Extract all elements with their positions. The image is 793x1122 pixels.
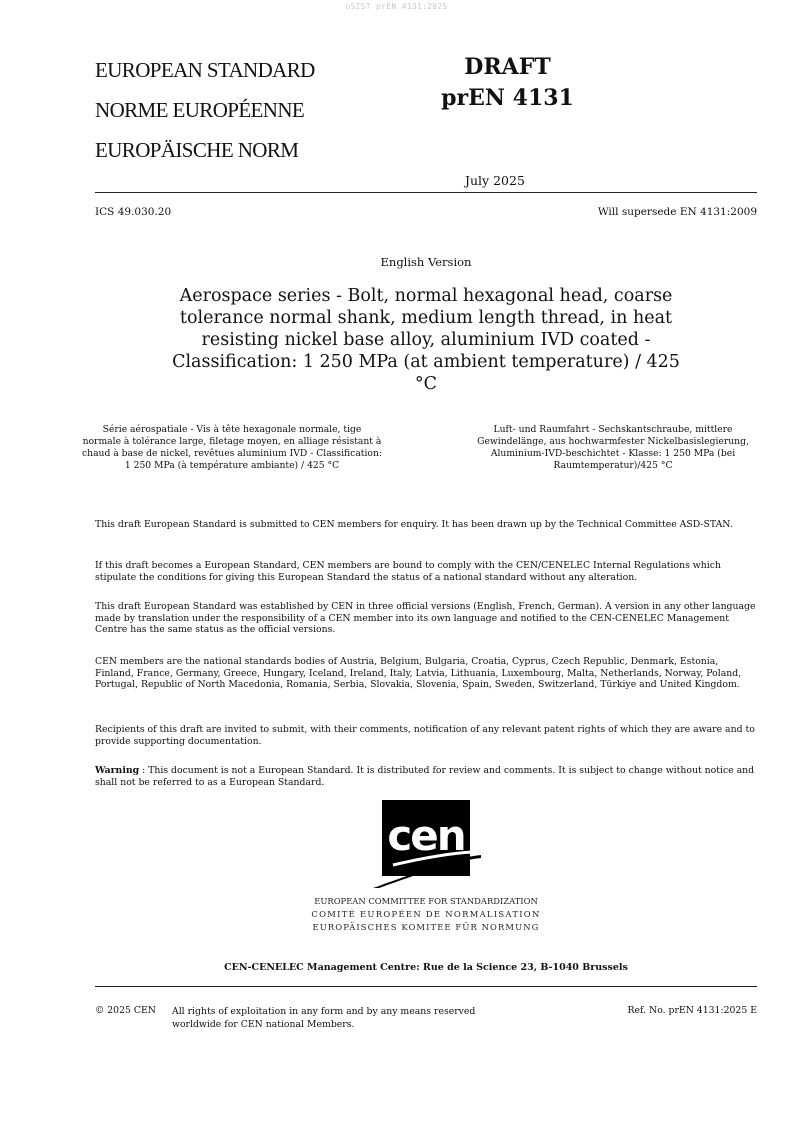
- rights-notice: All rights of exploitation in any form and by any means reserved worldwide for CEN national Members.: [172, 1006, 476, 1030]
- standard-name-fr: NORME EUROPÉENNE: [95, 98, 305, 122]
- standard-name-de: EUROPÄISCHE NORM: [95, 138, 299, 162]
- cen-logo: [373, 800, 483, 888]
- title-german: Luft- und Raumfahrt - Sechskantschraube, mittlere Gewindelänge, aus hochwarmfester Nickelbasislegierung, Aluminium-IVD-beschichtet - Klasse: 1 250 MPa (bei Raumtemperatur)/425 °C: [477, 424, 749, 471]
- warning-label: Warning: [95, 765, 140, 776]
- standard-names: [95, 56, 315, 176]
- committee-de: EUROPÄISCHES KOMITEE FÜR NORMUNG: [312, 922, 540, 932]
- draft-label: DRAFT: [464, 54, 551, 80]
- committee-en: EUROPEAN COMMITTEE FOR STANDARDIZATION: [314, 896, 538, 906]
- warning-text: : This document is not a European Standard. It is distributed for review and comments. It is subject to change without notice and shall not be referred to as a European Standard.: [95, 765, 755, 788]
- title-french: Série aérospatiale - Vis à tête hexagonale normale, tige normale à tolérance large, filetage moyen, en alliage résistant à chaud à base de nickel, revêtues aluminium IVD - Classification: 1 250 MPa (à température ambiante) / 425 °C: [82, 424, 382, 471]
- management-centre: CEN-CENELEC Management Centre: Rue de la Science 23, B-1040 Brussels: [224, 962, 628, 973]
- cen-logo-text: cen: [387, 811, 465, 860]
- paragraph-enquiry: This draft European Standard is submitted to CEN members for enquiry. It has been drawn up by the Technical Committee ASD-STAN.: [95, 519, 733, 530]
- language-version: English Version: [380, 255, 472, 269]
- paragraph-versions: This draft European Standard was established by CEN in three official versions (English, French, German). A version in any other language made by translation under the responsibility of a CEN member into its own language and notified to the CEN-CENELEC Management Centre has the same status as the official versions.: [95, 601, 756, 635]
- header-rule: [95, 192, 757, 193]
- footer-rule: [95, 986, 757, 987]
- draft-block: [420, 52, 595, 114]
- supersedes-note: Will supersede EN 4131:2009: [597, 206, 757, 218]
- ics-code: ICS 49.030.20: [95, 206, 172, 218]
- publication-date: July 2025: [465, 173, 525, 188]
- paragraph-members: CEN members are the national standards bodies of Austria, Belgium, Bulgaria, Croatia, Cyprus, Czech Republic, Denmark, Estonia, Finland, France, Germany, Greece, Hungary, Iceland, Ireland, Italy, Latvia, Lithuania, Luxembourg, Malta, Netherlands, Norway, Poland, Portugal, Republic of North Macedonia, Romania, Serbia, Slovakia, Slovenia, Spain, Sweden, Switzerland, Türkiye and United Kingdom.: [95, 656, 742, 690]
- draft-number: prEN 4131: [441, 85, 574, 111]
- warning-paragraph: [95, 765, 760, 788]
- paragraph-patents: Recipients of this draft are invited to submit, with their comments, notification of any relevant patent rights of which they are aware and to provide supporting documentation.: [95, 724, 755, 747]
- paragraph-compliance: If this draft becomes a European Standard, CEN members are bound to comply with the CEN/CENELEC Internal Regulations which stipulate the conditions for giving this European Standard the status of a national standard without any alteration.: [95, 560, 721, 583]
- watermark: oSIST prEN 4131:2025: [345, 2, 448, 11]
- copyright: © 2025 CEN: [95, 1005, 156, 1016]
- committee-fr: COMITÉ EUROPÉEN DE NORMALISATION: [311, 909, 541, 919]
- document-title: Aerospace series - Bolt, normal hexagonal head, coarse tolerance normal shank, medium length thread, in heat resisting nickel base alloy, aluminium IVD coated - Classification: 1 250 MPa (at ambient temperature) / 425 °C: [172, 286, 680, 394]
- standard-name-en: EUROPEAN STANDARD: [95, 58, 315, 82]
- reference-number: Ref. No. prEN 4131:2025 E: [627, 1005, 757, 1016]
